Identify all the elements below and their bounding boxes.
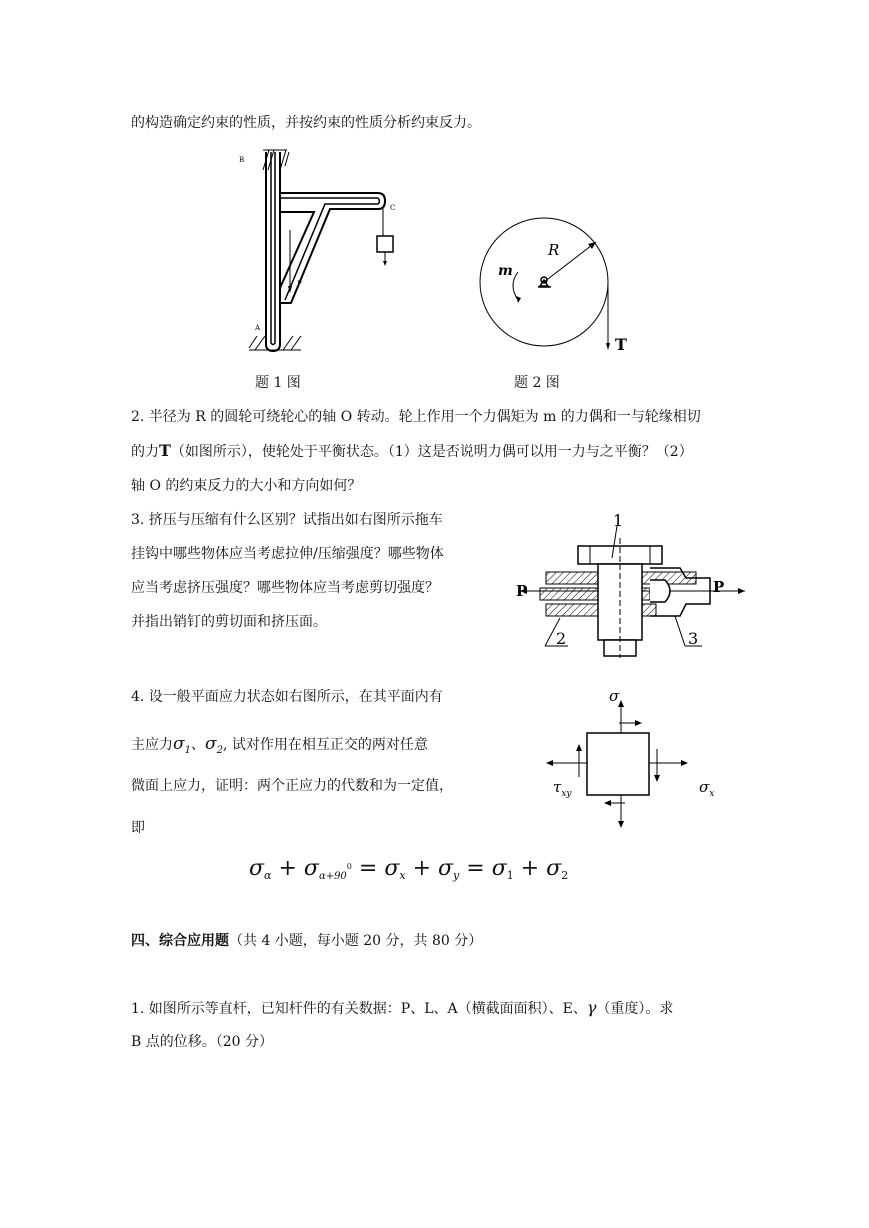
q2-line-2-post: （如图所示），使轮处于平衡状态。（1）这是否说明力偶可以用一力与之平衡？（2） <box>170 444 693 460</box>
q4-line-1: 4. 设一般平面应力状态如右图所示，在其平面内有 <box>131 689 443 705</box>
fig1-label-a: A <box>255 324 261 332</box>
q5-line-2: B 点的位移。（20 分） <box>131 1034 274 1050</box>
q2-line-1: 2. 半径为 R 的圆轮可绕轮心的轴 O 转动。轮上作用一个力偶矩为 m 的力偶和一与轮缘相切 <box>131 409 701 425</box>
q4-sigma-1: σ <box>173 734 185 754</box>
q4-line-3: 微面上应力，证明：两个正应力的代数和为一定值， <box>131 778 453 794</box>
fig1-label-p: P <box>297 280 302 288</box>
q4-line-2-post: , 试对作用在相互正交的两对任意 <box>222 737 428 753</box>
q2-line-2-pre: 的力 <box>131 444 159 460</box>
q3-line-1: 3. 挤压与压缩有什么区别？试指出如右图所示拖车 <box>131 512 443 528</box>
q5-line-1 <box>131 999 673 1018</box>
fig4-label-tau: $\tau_{xy}$ <box>553 778 572 799</box>
q4-sep: 、 <box>190 737 205 753</box>
section-4-note: （共 4 小题，每小题 20 分，共 80 分） <box>229 933 483 949</box>
figure-4-stress-element <box>545 685 725 835</box>
q3-line-4: 并指出销钉的剪切面和挤压面。 <box>131 614 327 630</box>
q4-line-2-pre: 主应力 <box>131 737 173 753</box>
figure-1-caption: 题 1 图 <box>255 375 301 391</box>
q3-line-3: 应当考虑挤压强度？哪些物体应当考虑剪切强度？ <box>131 580 439 596</box>
fig3-label-p-right: P <box>713 578 725 596</box>
q5-line-1-pre: 1. 如图所示等直杆，已知杆件的有关数据：P、L、A（横截面面积）、E、 <box>131 1001 587 1017</box>
section-4-heading <box>131 932 482 950</box>
q2-line-3: 轴 O 的约束反力的大小和方向如何？ <box>131 478 362 494</box>
q2-force-t: T <box>159 441 171 460</box>
q3-line-2: 挂钩中哪些物体应当考虑拉伸/压缩强度？哪些物体 <box>131 546 444 562</box>
q4-line-4: 即 <box>131 820 145 836</box>
q5-line-1-post: （重度）。求 <box>596 1001 674 1017</box>
q4-sub-2: 2 <box>216 745 223 756</box>
fig3-label-1: 1 <box>613 511 624 530</box>
figure-2-caption: 题 2 图 <box>514 375 560 391</box>
q4-sigma-2: σ <box>204 734 217 754</box>
fig1-label-b: B <box>239 156 245 164</box>
fig3-label-3: 3 <box>688 629 699 648</box>
equation: $\sigma_\alpha + \sigma_{\alpha+90}^0 = \sigma_x + \sigma_y = \sigma_1 + \sigma_2$ <box>249 856 569 882</box>
fig2-label-r: R <box>548 241 560 259</box>
q4-line-2 <box>131 735 428 760</box>
section-4-title: 四、综合应用题 <box>131 933 229 949</box>
fig4-label-sigma-x: $\sigma_x$ <box>699 778 715 799</box>
fig2-label-m: m <box>498 263 513 279</box>
fig3-label-p-left: P <box>516 582 528 600</box>
figure-2-wheel <box>478 200 648 360</box>
fig3-label-2: 2 <box>556 629 567 648</box>
intro-line: 的构造确定约束的性质，并按约束的性质分析约束反力。 <box>131 115 481 131</box>
figure-1-frame <box>235 148 415 363</box>
q2-line-2 <box>131 442 693 461</box>
fig2-label-t: T <box>615 335 627 354</box>
fig4-label-sigma: σ <box>609 687 620 705</box>
fig1-label-c: C <box>390 204 396 212</box>
figure-3-tow-hook <box>500 508 750 668</box>
q5-gamma: γ <box>586 998 597 1017</box>
q4-sub-1: 1 <box>184 745 191 756</box>
